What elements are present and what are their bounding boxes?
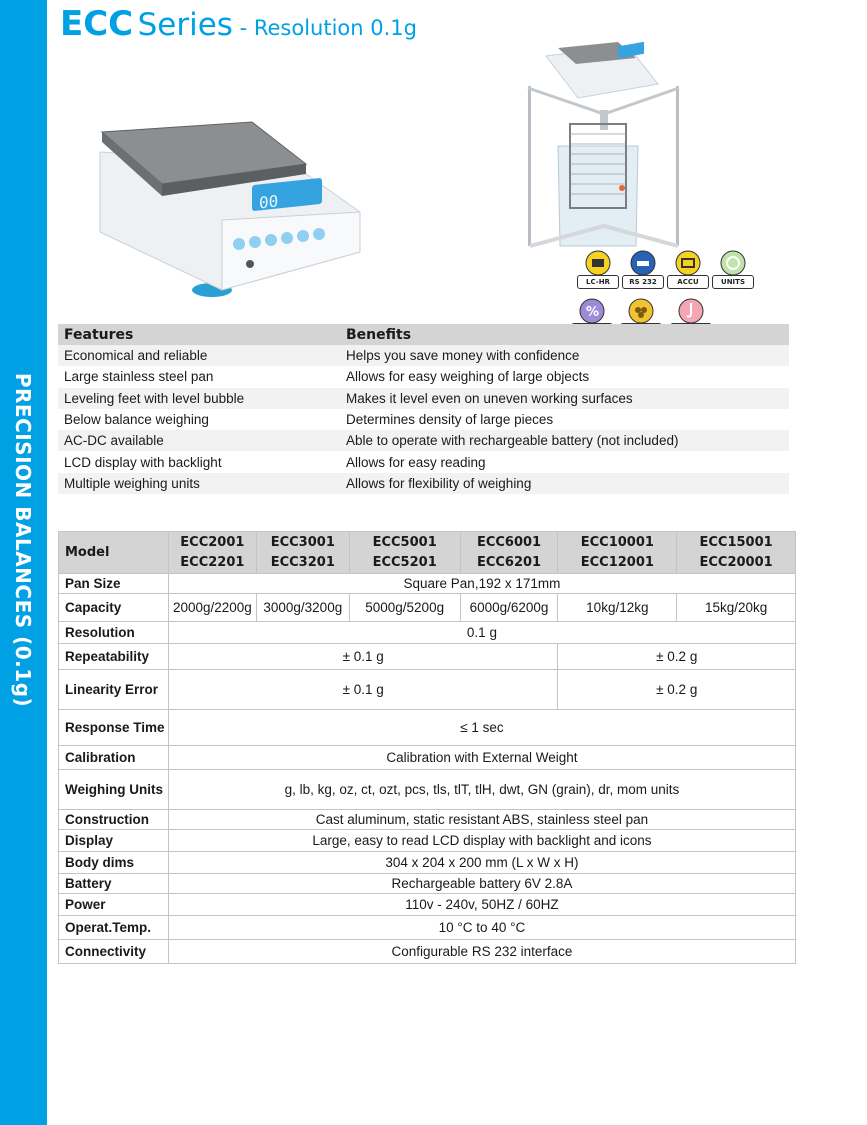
model-header-row [59, 532, 796, 574]
benefit-cell: Allows for easy weighing of large objects [346, 369, 590, 385]
spec-value: 10kg/12kg [558, 594, 677, 622]
feature-cell: LCD display with backlight [64, 454, 222, 470]
spec-row-power [59, 894, 796, 916]
spec-value: 10 °C to 40 °C [168, 916, 795, 940]
spec-row-repeatability [59, 644, 796, 670]
model-label: Model [59, 532, 169, 574]
spec-value: Rechargeable battery 6V 2.8A [168, 874, 795, 894]
spec-value: Square Pan,192 x 171mm [168, 574, 795, 594]
spec-value: 110v - 240v, 50HZ / 60HZ [168, 894, 795, 916]
feature-row [58, 473, 789, 494]
sidebar-title: PRECISION BALANCES (0.1g) [11, 372, 35, 708]
feature-cell: Large stainless steel pan [64, 369, 214, 385]
benefits-header: Benefits [340, 324, 789, 345]
spec-value: 0.1 g [168, 622, 795, 644]
feature-row [58, 345, 789, 366]
spec-row-units [59, 770, 796, 810]
spec-value: 304 x 204 x 200 mm (L x W x H) [168, 852, 795, 874]
spec-value: 6000g/6200g [460, 594, 558, 622]
spec-label: Resolution [59, 622, 169, 644]
feature-cell: Economical and reliable [58, 345, 340, 366]
spec-row-connectivity [59, 940, 796, 964]
spec-value: Calibration with External Weight [168, 746, 795, 770]
feature-cell: Multiple weighing units [58, 473, 340, 494]
spec-value: ≤ 1 sec [168, 710, 795, 746]
spec-label: Body dims [59, 852, 169, 874]
spec-label: Pan Size [59, 574, 169, 594]
series-name: ECC [60, 4, 134, 44]
feature-cell: Leveling feet with level bubble [58, 388, 340, 409]
spec-value: g, lb, kg, oz, ct, ozt, pcs, tls, tlT, tlH, dwt, GN (grain), dr, mom units [168, 770, 795, 810]
benefit-cell: Able to operate with rechargeable battery (not included) [340, 430, 789, 451]
accu-icon: ACCU [667, 250, 711, 290]
feature-cell: Below balance weighing [64, 412, 209, 428]
spec-label: Display [59, 830, 169, 852]
feature-row [58, 409, 789, 430]
spec-row-response [59, 710, 796, 746]
spec-row-calibration [59, 746, 796, 770]
feature-cell: AC-DC available [58, 430, 340, 451]
spec-value: Configurable RS 232 interface [168, 940, 795, 964]
spec-row-linearity [59, 670, 796, 710]
spec-label: Power [59, 894, 169, 916]
scale-lcd-text: 00 [259, 191, 279, 213]
feature-row [58, 451, 789, 472]
lc-hr-icon: LC-HR [577, 250, 621, 290]
spec-value: Cast aluminum, static resistant ABS, stainless steel pan [168, 810, 795, 830]
spec-row-battery [59, 874, 796, 894]
spec-value: ± 0.2 g [558, 644, 796, 670]
spec-value: ± 0.1 g [168, 644, 558, 670]
feature-row [58, 366, 789, 387]
spec-label: Repeatability [59, 644, 169, 670]
benefit-cell: Helps you save money with confidence [340, 345, 789, 366]
model-cell: ECC6001 ECC6201 [460, 532, 558, 574]
spec-row-construction [59, 810, 796, 830]
density-kit-image [518, 36, 690, 272]
features-header: Features [58, 324, 340, 345]
spec-label: Connectivity [59, 940, 169, 964]
model-cell: ECC3001 ECC3201 [256, 532, 349, 574]
spec-value: 2000g/2200g [168, 594, 256, 622]
feature-row [58, 388, 789, 409]
balance-product-image [92, 112, 364, 302]
spec-value: 3000g/3200g [256, 594, 349, 622]
resolution-subtitle: - Resolution 0.1g [232, 16, 417, 40]
model-cell: ECC15001 ECC20001 [677, 532, 796, 574]
benefit-cell: Determines density of large pieces [346, 412, 554, 428]
spec-value: 5000g/5200g [349, 594, 460, 622]
specifications-table [58, 531, 796, 964]
feature-row [58, 430, 789, 451]
benefit-cell: Allows for flexibility of weighing [340, 473, 789, 494]
svg-text:%: % [586, 305, 600, 320]
spec-value: ± 0.1 g [168, 670, 558, 710]
features-table [58, 324, 789, 494]
series-word: Series [137, 7, 233, 43]
spec-row-temp [59, 916, 796, 940]
spec-label: Construction [59, 810, 169, 830]
spec-label: Response Time [59, 710, 169, 746]
page-title [60, 4, 417, 44]
sidebar-band [0, 0, 47, 1125]
spec-row-body-dims [59, 852, 796, 874]
spec-label: Linearity Error [59, 670, 169, 710]
benefit-cell: Makes it level even on uneven working surfaces [340, 388, 789, 409]
spec-row-display [59, 830, 796, 852]
spec-row-capacity [59, 594, 796, 622]
spec-label: Capacity [59, 594, 169, 622]
spec-row-resolution [59, 622, 796, 644]
model-cell: ECC5001 ECC5201 [349, 532, 460, 574]
features-header-row [58, 324, 789, 345]
model-cell: ECC2001 ECC2201 [168, 532, 256, 574]
spec-label: Battery [59, 874, 169, 894]
rs232-icon: RS 232 [622, 250, 666, 290]
spec-value: Large, easy to read LCD display with backlight and icons [168, 830, 795, 852]
benefit-cell: Allows for easy reading [346, 454, 486, 470]
spec-label: Calibration [59, 746, 169, 770]
spec-value: 15kg/20kg [677, 594, 796, 622]
spec-label: Weighing Units [59, 770, 169, 810]
spec-label: Operat.Temp. [59, 916, 169, 940]
spec-value: ± 0.2 g [558, 670, 796, 710]
spec-row-pan-size [59, 574, 796, 594]
model-cell: ECC10001 ECC12001 [558, 532, 677, 574]
units-icon: UNITS [712, 250, 756, 290]
